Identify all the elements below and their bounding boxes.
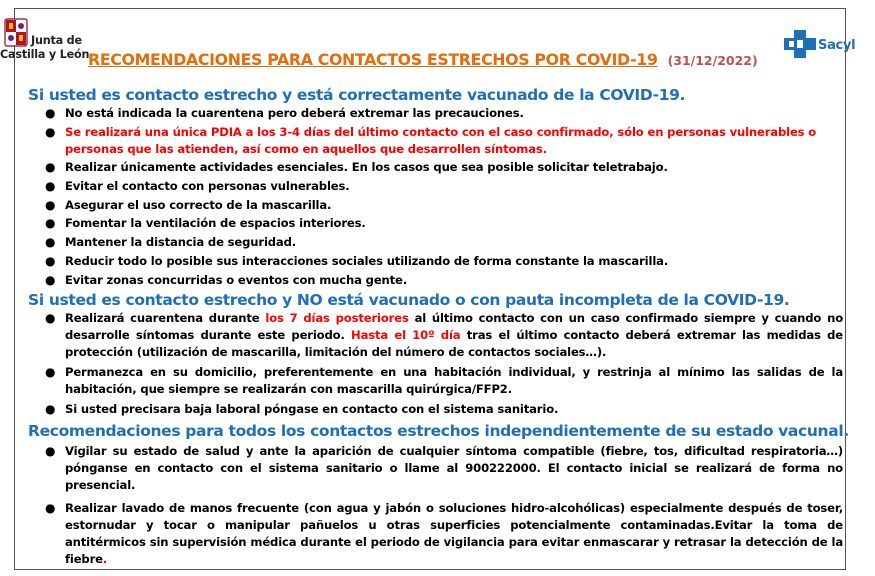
coat-of-arms-icon bbox=[4, 18, 28, 48]
junta-castilla-leon-logo bbox=[0, 16, 90, 68]
list-item bbox=[28, 364, 843, 398]
sacyl-logo-text: Sacyl bbox=[818, 38, 856, 53]
list-item bbox=[28, 234, 843, 251]
highlight-text: los 7 días posteriores bbox=[265, 311, 409, 326]
list-item bbox=[28, 159, 843, 176]
highlight-text: Hasta el 10º día bbox=[351, 328, 461, 343]
logo-text-castilla-leon: Castilla y León bbox=[0, 48, 90, 61]
section-vaccinated bbox=[28, 85, 843, 289]
list-item-text: Realizar lavado de manos frecuente (con agua y jabón o soluciones hidro-alcohólicas) especialmente después de toser, estornudar y tocar o manipular pañuelos u otras superficies potencialmente contaminadas.Evitar la toma de antitérmicos sin supervisión médica durante el periodo de vigilancia para evitar enmascarar y retrasar la detección de la fiebre bbox=[65, 501, 843, 567]
list-item-text: Vigilar su estado de salud y ante la aparición de cualquier síntoma compatible (fiebre, tos, dificultad respiratoria…) pónganse en contacto con el sistema sanitario o llame al 900222000. El contacto inicial se realizará de forma no presencial. bbox=[65, 444, 843, 493]
bullet-icon: ● bbox=[45, 106, 56, 120]
recommendations-list-all-contacts bbox=[28, 443, 843, 568]
page-title: RECOMENDACIONES PARA CONTACTOS ESTRECHOS POR COVID-19 bbox=[88, 50, 658, 69]
list-item-text: Permanezca en su domicilio, preferentemente en una habitación individual, y restrinja al mínimo las salidas de la habitación, que siempre se realizarán con mascarilla quirúrgica/FFP2. bbox=[65, 365, 843, 397]
bullet-icon: ● bbox=[45, 365, 56, 380]
bullet-icon: ● bbox=[45, 179, 56, 194]
list-item bbox=[28, 310, 843, 361]
list-item-text: Evitar el contacto con personas vulnerables. bbox=[65, 179, 350, 194]
list-item bbox=[28, 105, 843, 122]
list-item bbox=[28, 215, 843, 232]
section-not-vaccinated bbox=[28, 290, 843, 418]
list-item bbox=[28, 443, 843, 494]
bullet-icon: ● bbox=[45, 253, 56, 268]
sacyl-cross-icon bbox=[780, 24, 820, 64]
section-heading-not-vaccinated: Si usted es contacto estrecho y NO está vacunado o con pauta incompleta de la COVID-19. bbox=[28, 291, 790, 310]
sacyl-logo bbox=[780, 24, 856, 64]
list-item-text: Fomentar la ventilación de espacios interiores. bbox=[65, 216, 366, 231]
list-item bbox=[28, 401, 843, 418]
section-heading-all-contacts: Recomendaciones para todos los contactos estrechos independientemente de su estado vacunal. bbox=[28, 422, 849, 441]
bullet-icon: ● bbox=[45, 235, 56, 250]
list-item-text-part: tras el último contacto deberá extremar las medidas de protección (utilización de mascarilla, limitación del número de contactos sociales…). bbox=[65, 328, 843, 360]
list-item-text-part: Realizará cuarentena durante bbox=[65, 311, 266, 326]
list-item bbox=[28, 500, 843, 568]
bullet-icon: ● bbox=[45, 311, 56, 326]
recommendations-list-vaccinated bbox=[28, 105, 843, 289]
bullet-icon: ● bbox=[45, 272, 56, 287]
list-item bbox=[28, 253, 843, 270]
list-item bbox=[28, 124, 843, 158]
list-item-text: Evitar zonas concurridas o eventos con mucha gente. bbox=[65, 272, 407, 287]
section-heading-vaccinated: Si usted es contacto estrecho y está correctamente vacunado de la COVID-19. bbox=[28, 86, 686, 104]
bullet-icon: ● bbox=[45, 444, 56, 459]
list-item-text: No está indicada la cuarentena pero deberá extremar las precauciones. bbox=[65, 106, 524, 120]
list-item bbox=[28, 178, 843, 195]
bullet-icon: ● bbox=[45, 402, 56, 417]
list-item-end-mark: . bbox=[102, 552, 108, 567]
bullet-icon: ● bbox=[45, 124, 56, 139]
list-item-text: Reducir todo lo posible sus interacciones sociales utilizando de forma constante la mascarilla. bbox=[65, 253, 669, 268]
logo-text-junta: Junta de bbox=[31, 34, 82, 47]
document-date: (31/12/2022) bbox=[667, 53, 758, 68]
bullet-icon: ● bbox=[45, 197, 56, 212]
recommendations-list-not-vaccinated bbox=[28, 310, 843, 418]
list-item-text: Asegurar el uso correcto de la mascarilla. bbox=[65, 197, 332, 212]
section-all-contacts bbox=[28, 421, 849, 568]
list-item-text: Mantener la distancia de seguridad. bbox=[65, 235, 297, 250]
list-item-text: Se realizará una única PDIA a los 3-4 días del último contacto con el caso confirmado, sólo en personas vulnerables o personas que las atienden, así como en aquellos que desarrollen síntomas. bbox=[65, 124, 817, 156]
list-item-text-part: al último contacto con un caso confirmado siempre y cuando no desarrolle síntomas durante este periodo. bbox=[65, 311, 844, 343]
list-item bbox=[28, 272, 843, 289]
bullet-icon: ● bbox=[45, 160, 56, 175]
list-item-text: Realizar únicamente actividades esenciales. En los casos que sea posible solicitar teletrabajo. bbox=[65, 160, 668, 175]
bullet-icon: ● bbox=[45, 501, 56, 516]
bullet-icon: ● bbox=[45, 216, 56, 231]
content bbox=[28, 85, 849, 574]
list-item bbox=[28, 197, 843, 214]
list-item-text: Si usted precisara baja laboral póngase en contacto con el sistema sanitario. bbox=[65, 402, 559, 417]
title-row bbox=[88, 50, 758, 69]
